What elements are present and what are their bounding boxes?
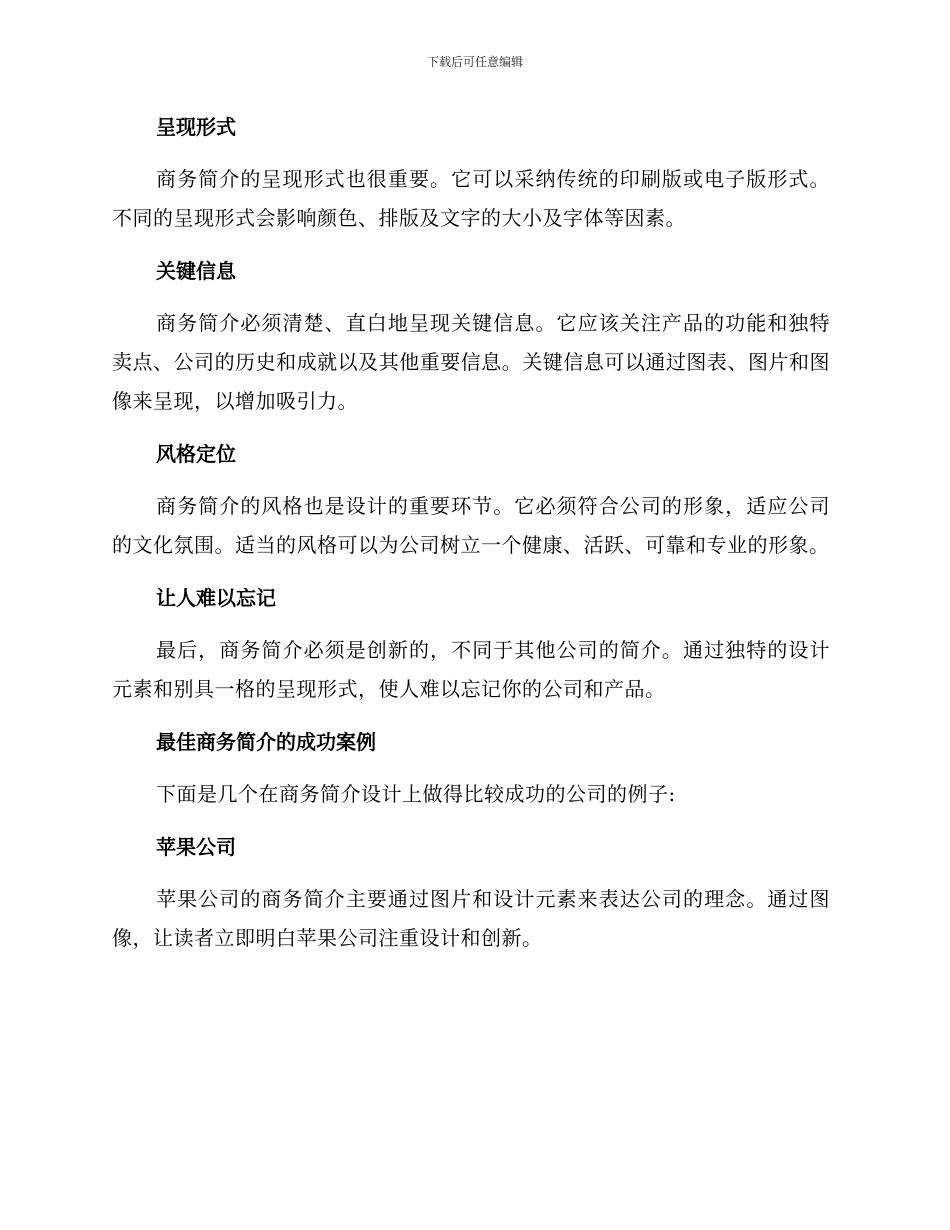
section-paragraph: 最后，商务简介必须是创新的，不同于其他公司的简介。通过独特的设计元素和别具一格的呈现形式，使人难以忘记你的公司和产品。 xyxy=(112,638,830,701)
section-apple xyxy=(112,832,830,958)
section-paragraph: 商务简介必须清楚、直白地呈现关键信息。它应该关注产品的功能和独特卖点、公司的历史和成就以及其他重要信息。关键信息可以通过图表、图片和图像来呈现，以增加吸引力。 xyxy=(112,311,830,413)
section-heading: 最佳商务简介的成功案例 xyxy=(156,730,376,754)
section-style-positioning xyxy=(112,439,830,565)
section-heading: 风格定位 xyxy=(156,442,236,466)
section-heading: 呈现形式 xyxy=(156,115,236,139)
section-key-information xyxy=(112,256,830,421)
page-header: 下载后可任意编辑 xyxy=(426,55,523,69)
section-paragraph: 商务简介的风格也是设计的重要环节。它必须符合公司的形象，适应公司的文化氛围。适当的风格可以为公司树立一个健康、活跃、可靠和专业的形象。 xyxy=(112,494,830,557)
section-heading: 让人难以忘记 xyxy=(156,586,276,610)
section-paragraph: 商务简介的呈现形式也很重要。它可以采纳传统的印刷版或电子版形式。不同的呈现形式会影响颜色、排版及文字的大小及字体等因素。 xyxy=(112,167,830,230)
section-paragraph: 下面是几个在商务简介设计上做得比较成功的公司的例子: xyxy=(156,782,676,806)
section-heading: 苹果公司 xyxy=(156,835,236,859)
document-body xyxy=(112,112,830,958)
section-memorable xyxy=(112,583,830,709)
section-heading: 关键信息 xyxy=(156,259,236,283)
section-success-cases xyxy=(112,727,830,814)
section-presentation-form xyxy=(112,112,830,238)
section-paragraph: 苹果公司的商务简介主要通过图片和设计元素来表达公司的理念。通过图像，让读者立即明白苹果公司注重设计和创新。 xyxy=(112,887,830,950)
